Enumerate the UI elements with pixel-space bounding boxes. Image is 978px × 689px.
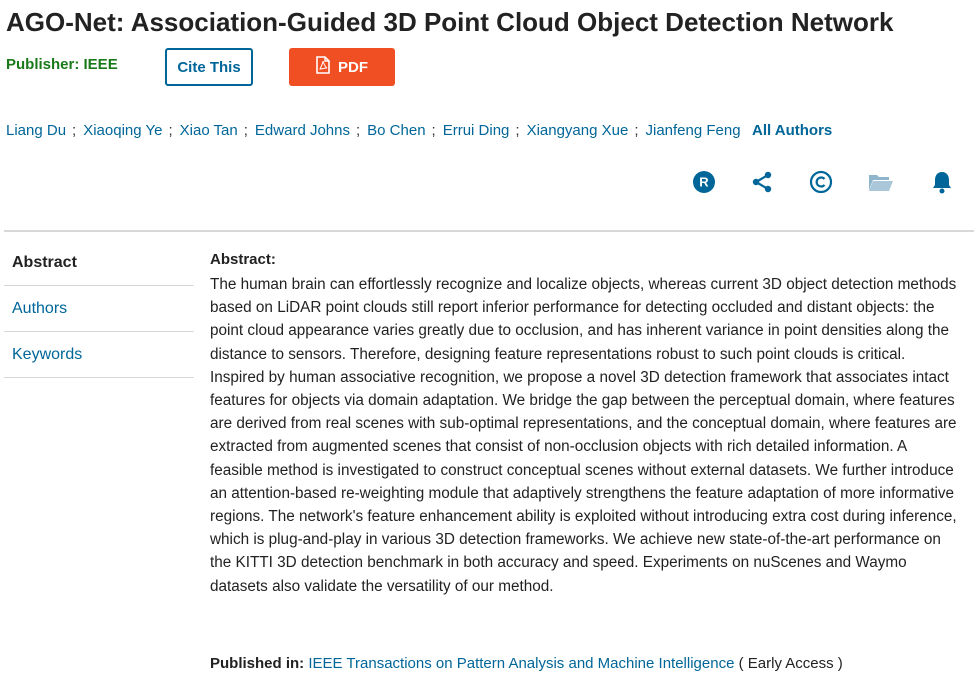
publication-status: ( Early Access ) <box>738 655 843 672</box>
header-divider <box>4 230 974 232</box>
page-title: AGO-Net: Association-Guided 3D Point Cloud Object Detection Network <box>6 7 894 37</box>
abstract-text: The human brain can effortlessly recognize and localize objects, whereas current 3D object detection methods based on LiDAR point clouds still report inferior performance for detecting occluded and distant objects: the point cloud appearance varies greatly due to occlusion, and has inherent variance in point densities along the distance to sensors. Therefore, designing feature representations robust to such point clouds is critical. Inspired by human associative recognition, we propose a novel 3D detection framework that associates intact features for objects via domain adaptation. We bridge the gap between the perceptual domain, where features are derived from real scenes with sub-optimal representations, and the conceptual domain, where features are extracted from augmented scenes that consist of non-occlusion objects with rich detailed information. A feasible method is investigated to construct conceptual scenes without external datasets. We further introduce an attention-based re-weighting module that adaptively strengthens the feature adaptation of more informative regions. The network's feature enhancement ability is exploited without introducing extra cost during inference, which is plug-and-play in various 3D detection frameworks. We achieve new state-of-the-art performance on the KITTI 3D detection benchmark in both accuracy and speed. Experiments on nuScenes and Waymo datasets also validate the versatility of our method. <box>210 276 957 595</box>
author-link[interactable]: Bo Chen <box>367 122 426 139</box>
author-link[interactable]: Errui Ding <box>442 122 510 139</box>
author-link[interactable]: Edward Johns <box>254 122 350 139</box>
pdf-button[interactable] <box>289 48 395 86</box>
author-link[interactable]: Xiangyang Xue <box>526 122 629 139</box>
author-link[interactable]: Xiao Tan <box>179 122 238 139</box>
nav-item-authors[interactable]: Authors <box>4 286 194 332</box>
author-separator: ; <box>355 122 361 139</box>
journal-link[interactable]: IEEE Transactions on Pattern Analysis and Machine Intelligence <box>308 655 735 672</box>
all-authors-link[interactable]: All Authors <box>752 122 833 139</box>
copyright-icon[interactable] <box>807 168 835 196</box>
nav-item-keywords[interactable]: Keywords <box>4 332 194 378</box>
author-separator: ; <box>634 122 639 139</box>
pdf-button-label: PDF <box>338 58 368 76</box>
publisher-label: Publisher: IEEE <box>6 56 118 73</box>
author-link[interactable]: Jianfeng Feng <box>645 122 741 139</box>
author-link[interactable]: Xiaoqing Ye <box>83 122 163 139</box>
pdf-icon <box>316 56 330 78</box>
abstract-heading: Abstract: <box>210 251 276 268</box>
published-in <box>210 655 843 672</box>
author-separator: ; <box>72 122 77 139</box>
share-icon[interactable] <box>748 168 776 196</box>
cite-this-button[interactable]: Cite This <box>165 48 253 86</box>
bell-icon[interactable] <box>928 168 956 196</box>
nav-item-abstract[interactable]: Abstract <box>4 240 194 286</box>
author-separator: ; <box>431 122 436 139</box>
author-separator: ; <box>243 122 248 139</box>
section-nav <box>4 240 194 378</box>
author-list <box>6 122 741 139</box>
author-link[interactable]: Liang Du <box>6 122 67 139</box>
svg-text:R: R <box>699 174 709 190</box>
author-separator: ; <box>168 122 173 139</box>
folder-icon[interactable] <box>867 168 895 196</box>
author-separator: ; <box>515 122 520 139</box>
rights-icon[interactable] <box>690 168 718 196</box>
published-in-label: Published in: <box>210 655 305 672</box>
